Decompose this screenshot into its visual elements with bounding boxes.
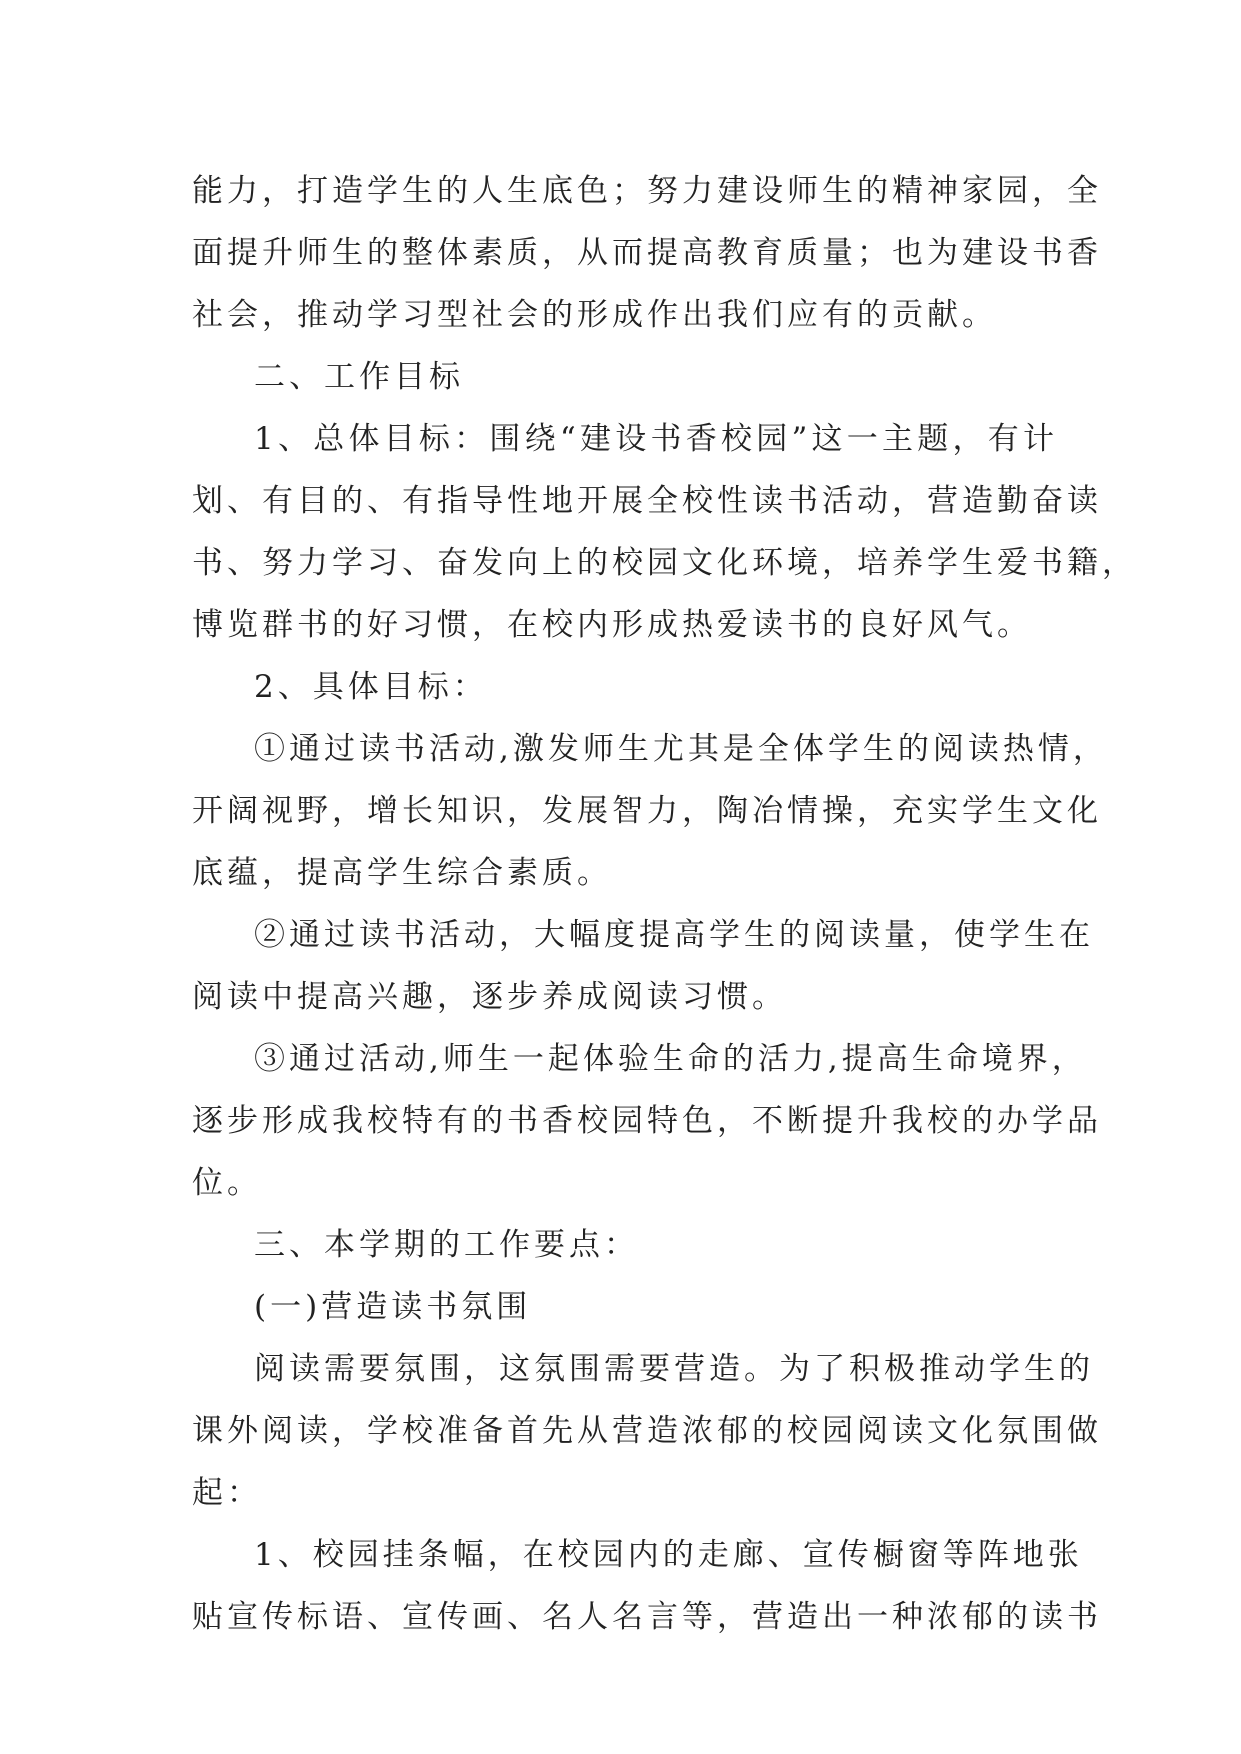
text-line-21: 课外阅读，学校准备首先从营造浓郁的校园阅读文化氛围做 xyxy=(192,1413,1102,1449)
text-line-2: 面提升师生的整体素质，从而提高教育质量；也为建设书香 xyxy=(192,235,1102,271)
text-line-17: 位。 xyxy=(192,1165,262,1201)
text-line-15: ③通过活动,师生一起体验生命的活力,提高生命境界， xyxy=(254,1041,1087,1077)
text-line-10: ①通过读书活动,激发师生尤其是全体学生的阅读热情， xyxy=(254,731,1108,767)
text-line-24: 贴宣传标语、宣传画、名人名言等，营造出一种浓郁的读书 xyxy=(192,1599,1102,1635)
text-line-11: 开阔视野，增长知识，发展智力，陶冶情操，充实学生文化 xyxy=(192,793,1102,829)
text-line-5: 1、总体目标：围绕“建设书香校园”这一主题，有计 xyxy=(254,421,1058,457)
text-line-22: 起： xyxy=(192,1475,262,1511)
section-heading-3: 三、本学期的工作要点： xyxy=(254,1227,639,1263)
section-heading-2: 二、工作目标 xyxy=(254,359,464,395)
text-line-6: 划、有目的、有指导性地开展全校性读书活动，营造勤奋读 xyxy=(192,483,1102,519)
subheading-specific-goals: 2、具体目标： xyxy=(254,669,488,705)
subheading-reading-atmosphere: (一)营造读书氛围 xyxy=(254,1289,532,1325)
text-line-1: 能力，打造学生的人生底色；努力建设师生的精神家园，全 xyxy=(192,173,1102,209)
text-line-20: 阅读需要氛围，这氛围需要营造。为了积极推动学生的 xyxy=(254,1351,1094,1387)
text-line-23: 1、校园挂条幅，在校园内的走廊、宣传橱窗等阵地张 xyxy=(254,1537,1083,1573)
text-line-3: 社会，推动学习型社会的形成作出我们应有的贡献。 xyxy=(192,297,997,333)
text-line-13: ②通过读书活动，大幅度提高学生的阅读量，使学生在 xyxy=(254,917,1094,953)
text-line-8: 博览群书的好习惯，在校内形成热爱读书的良好风气。 xyxy=(192,607,1032,643)
text-line-16: 逐步形成我校特有的书香校园特色，不断提升我校的办学品 xyxy=(192,1103,1102,1139)
document-body xyxy=(192,160,1137,1648)
text-line-14: 阅读中提高兴趣，逐步养成阅读习惯。 xyxy=(192,979,787,1015)
text-line-12: 底蕴，提高学生综合素质。 xyxy=(192,855,612,891)
text-line-7: 书、努力学习、奋发向上的校园文化环境，培养学生爱书籍， xyxy=(192,545,1137,581)
